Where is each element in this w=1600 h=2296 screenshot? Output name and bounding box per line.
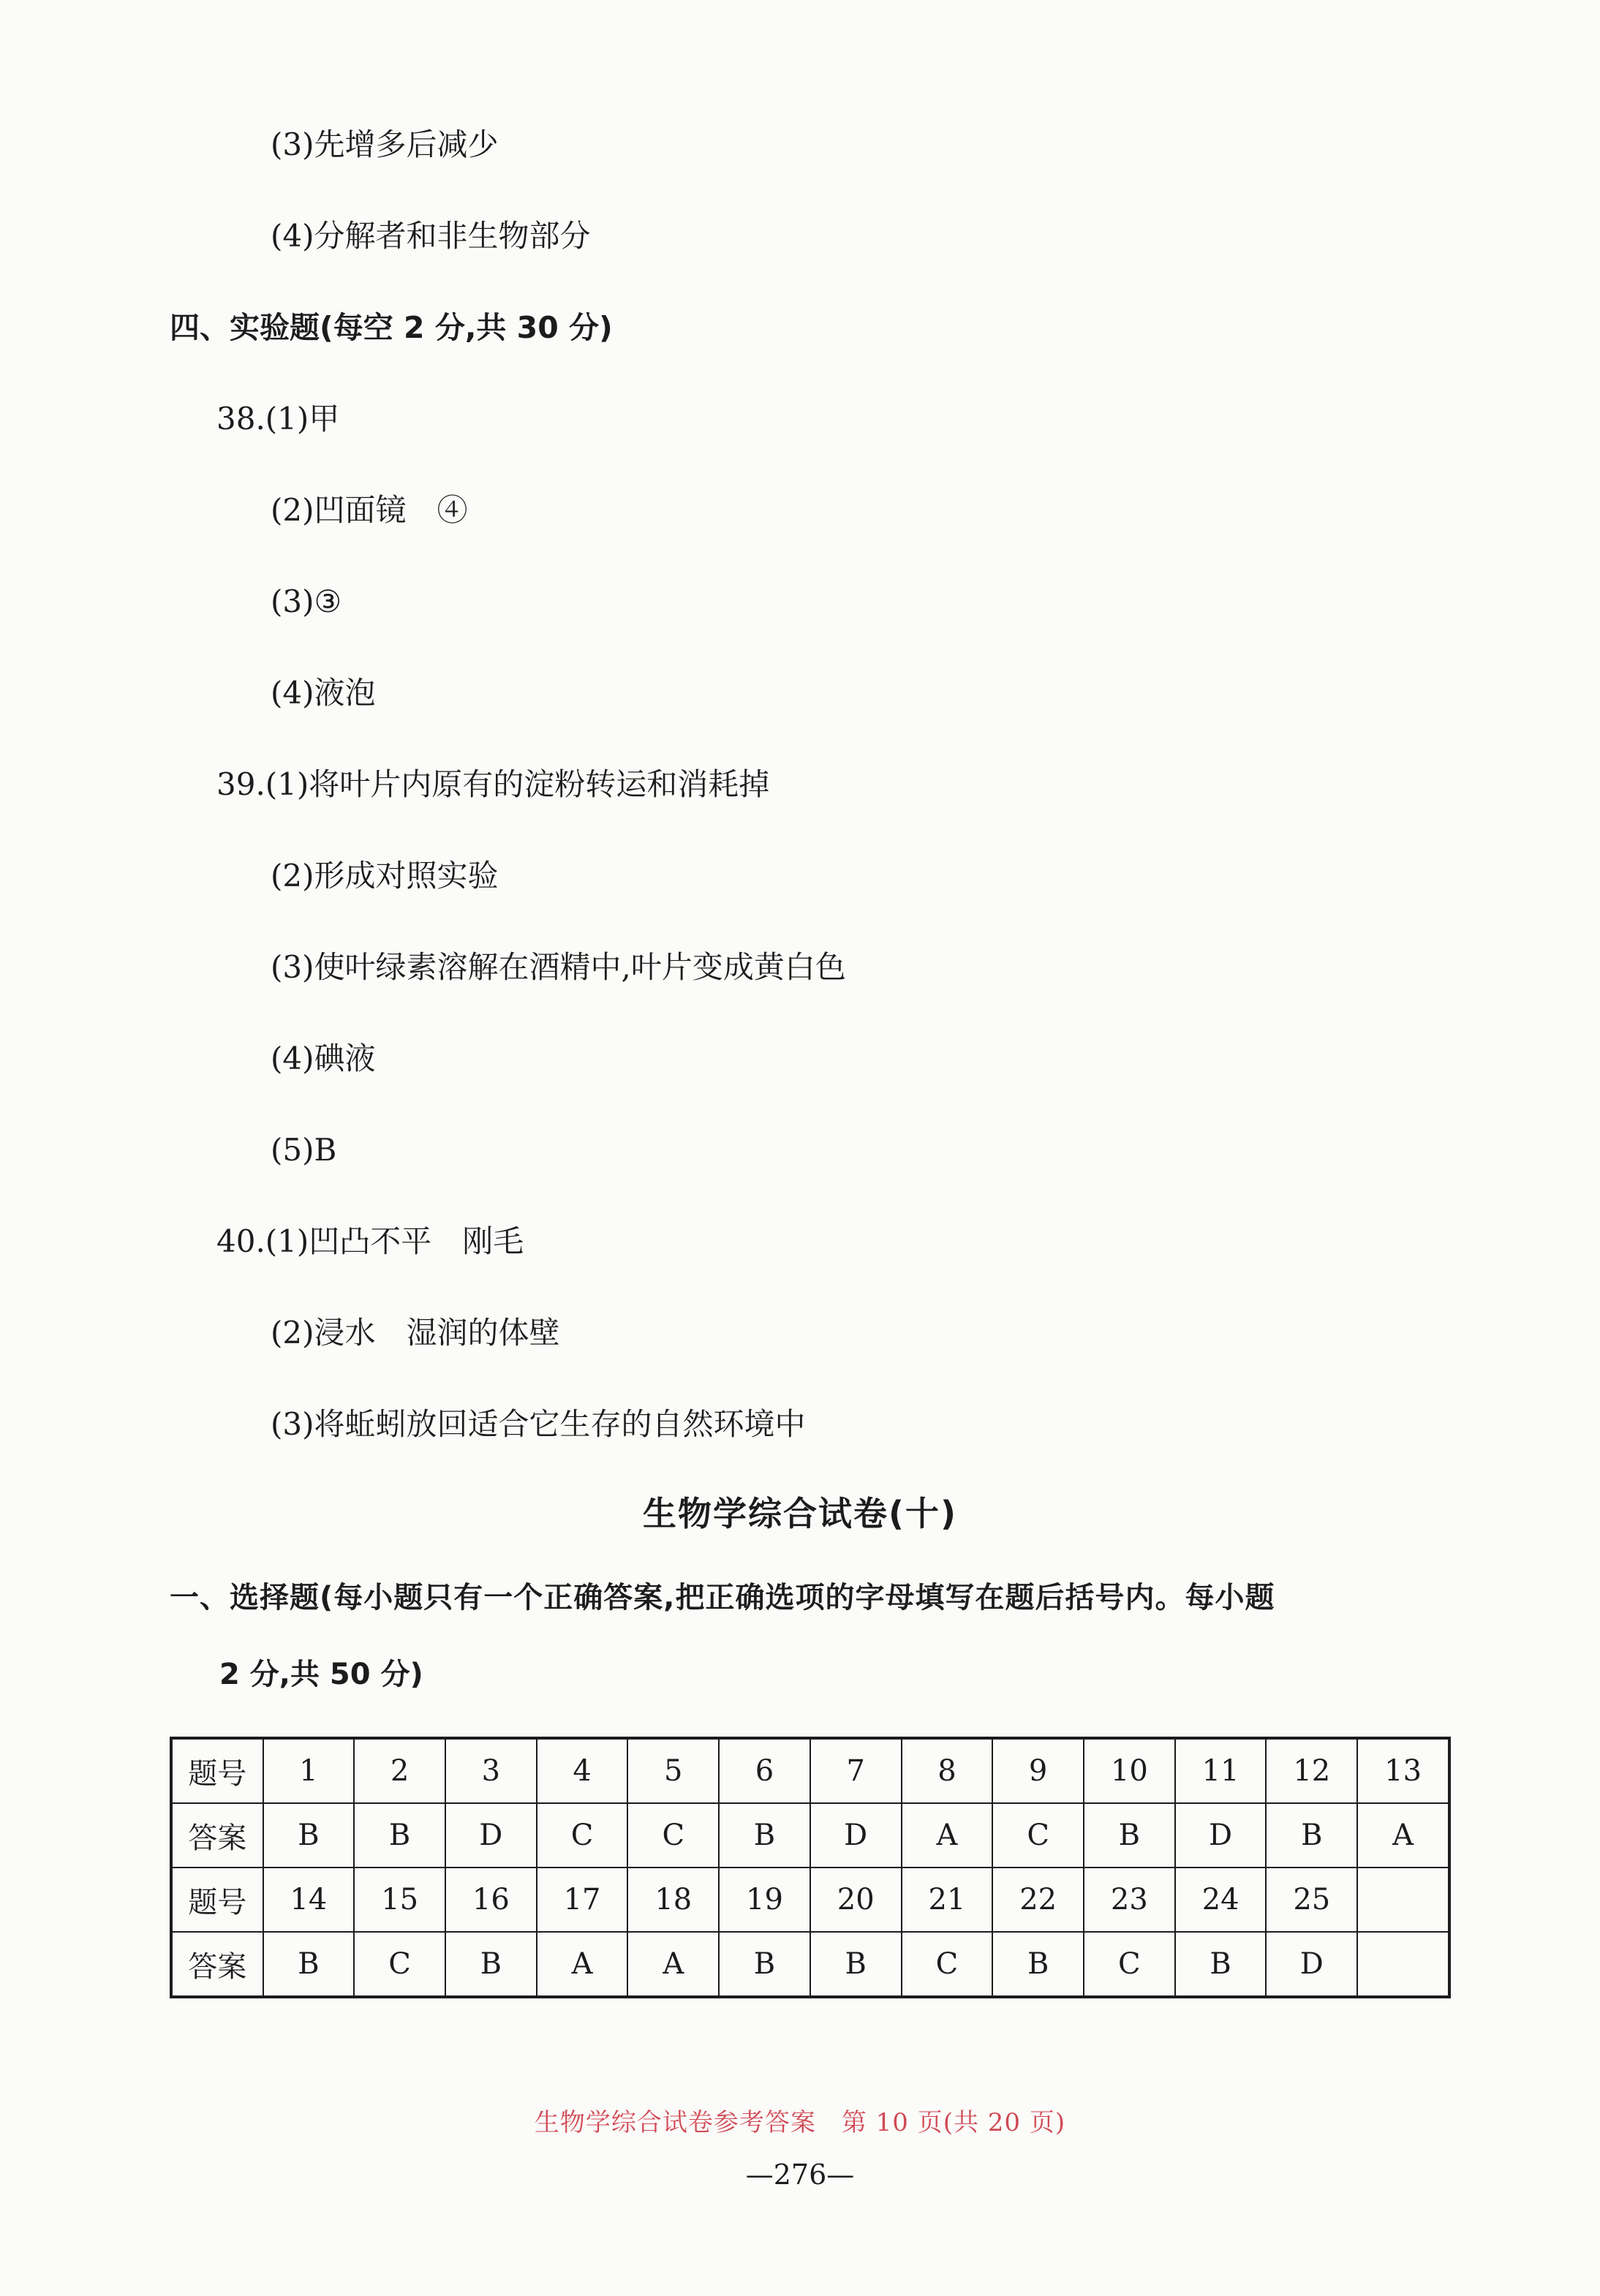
- table-cell: C: [537, 1803, 628, 1868]
- page-number: —276—: [745, 2159, 855, 2191]
- table-cell: C: [902, 1932, 993, 1997]
- table-cell: 21: [902, 1868, 993, 1932]
- table-cell: 10: [1084, 1738, 1175, 1803]
- table-cell: A: [1357, 1803, 1449, 1868]
- table-cell: 1: [263, 1738, 355, 1803]
- table-cell: D: [810, 1803, 902, 1868]
- answer-line: (3)先增多后减少: [271, 126, 499, 162]
- answer-line: (4)液泡: [271, 675, 376, 711]
- table-row: [171, 1738, 1449, 1803]
- table-cell: C: [354, 1932, 445, 1997]
- answer-line: (5)B: [271, 1132, 337, 1168]
- table-cell: 8: [902, 1738, 993, 1803]
- table-row: [171, 1803, 1449, 1868]
- table-row: [171, 1868, 1449, 1932]
- table-cell: B: [445, 1932, 537, 1997]
- table-cell: 25: [1266, 1868, 1357, 1932]
- table-cell: [1357, 1868, 1449, 1932]
- table-cell: A: [902, 1803, 993, 1868]
- answer-line: 40.(1)凹凸不平 刚毛: [216, 1223, 524, 1259]
- table-cell: C: [1084, 1932, 1175, 1997]
- table-cell: 15: [354, 1868, 445, 1932]
- answer-line: 38.(1)甲: [216, 401, 340, 437]
- table-cell: 16: [445, 1868, 537, 1932]
- answer-line: (2)形成对照实验: [271, 858, 499, 894]
- table-cell: B: [1266, 1803, 1357, 1868]
- table-cell: A: [627, 1932, 719, 1997]
- table-cell: 19: [719, 1868, 810, 1932]
- answer-table: [170, 1737, 1451, 1998]
- table-cell: 11: [1175, 1738, 1267, 1803]
- table-cell: 13: [1357, 1738, 1449, 1803]
- table-cell: 17: [537, 1868, 628, 1932]
- table-cell: 2: [354, 1738, 445, 1803]
- table-cell: 20: [810, 1868, 902, 1932]
- paper-title: 生物学综合试卷(十): [642, 1494, 958, 1533]
- table-cell: B: [263, 1932, 355, 1997]
- table-cell: 23: [1084, 1868, 1175, 1932]
- table-cell: B: [1084, 1803, 1175, 1868]
- table-cell: B: [992, 1932, 1084, 1997]
- answer-line: (4)分解者和非生物部分: [271, 218, 591, 254]
- page-footer: 生物学综合试卷参考答案 第 10 页(共 20 页): [534, 2108, 1066, 2137]
- answer-line: (3)使叶绿素溶解在酒精中,叶片变成黄白色: [271, 949, 846, 985]
- section-heading: 一、选择题(每小题只有一个正确答案,把正确选项的字母填写在题后括号内。每小题: [170, 1581, 1275, 1615]
- table-cell: 4: [537, 1738, 628, 1803]
- table-cell: B: [263, 1803, 355, 1868]
- section-heading-continued: 2 分,共 50 分): [219, 1658, 423, 1691]
- answer-line: 39.(1)将叶片内原有的淀粉转运和消耗掉: [216, 766, 770, 802]
- table-cell: D: [1175, 1803, 1267, 1868]
- table-cell: 5: [627, 1738, 719, 1803]
- table-cell: 6: [719, 1738, 810, 1803]
- table-cell: D: [445, 1803, 537, 1868]
- table-cell: 18: [627, 1868, 719, 1932]
- table-cell: 答案: [171, 1803, 263, 1868]
- table-cell: 14: [263, 1868, 355, 1932]
- answer-line: (3)③: [271, 584, 342, 619]
- table-cell: 7: [810, 1738, 902, 1803]
- table-cell: B: [719, 1803, 810, 1868]
- table-cell: 3: [445, 1738, 537, 1803]
- table-cell: 题号: [171, 1868, 263, 1932]
- answer-line: (2)浸水 湿润的体壁: [271, 1315, 560, 1351]
- table-row: [171, 1932, 1449, 1997]
- table-cell: 12: [1266, 1738, 1357, 1803]
- answer-line: (4)碘液: [271, 1041, 376, 1076]
- table-cell: B: [354, 1803, 445, 1868]
- table-cell: 9: [992, 1738, 1084, 1803]
- table-cell: [1357, 1932, 1449, 1997]
- table-cell: B: [810, 1932, 902, 1997]
- section-heading: 四、实验题(每空 2 分,共 30 分): [170, 310, 613, 345]
- table-cell: 答案: [171, 1932, 263, 1997]
- answer-line: (2)凹面镜 ④: [271, 492, 468, 528]
- table-cell: C: [992, 1803, 1084, 1868]
- table-cell: C: [627, 1803, 719, 1868]
- table-cell: 24: [1175, 1868, 1267, 1932]
- table-cell: D: [1266, 1932, 1357, 1997]
- answer-line: (3)将蚯蚓放回适合它生存的自然环境中: [271, 1406, 806, 1442]
- table-cell: B: [1175, 1932, 1267, 1997]
- table-cell: 22: [992, 1868, 1084, 1932]
- table-cell: B: [719, 1932, 810, 1997]
- table-cell: A: [537, 1932, 628, 1997]
- table-cell: 题号: [171, 1738, 263, 1803]
